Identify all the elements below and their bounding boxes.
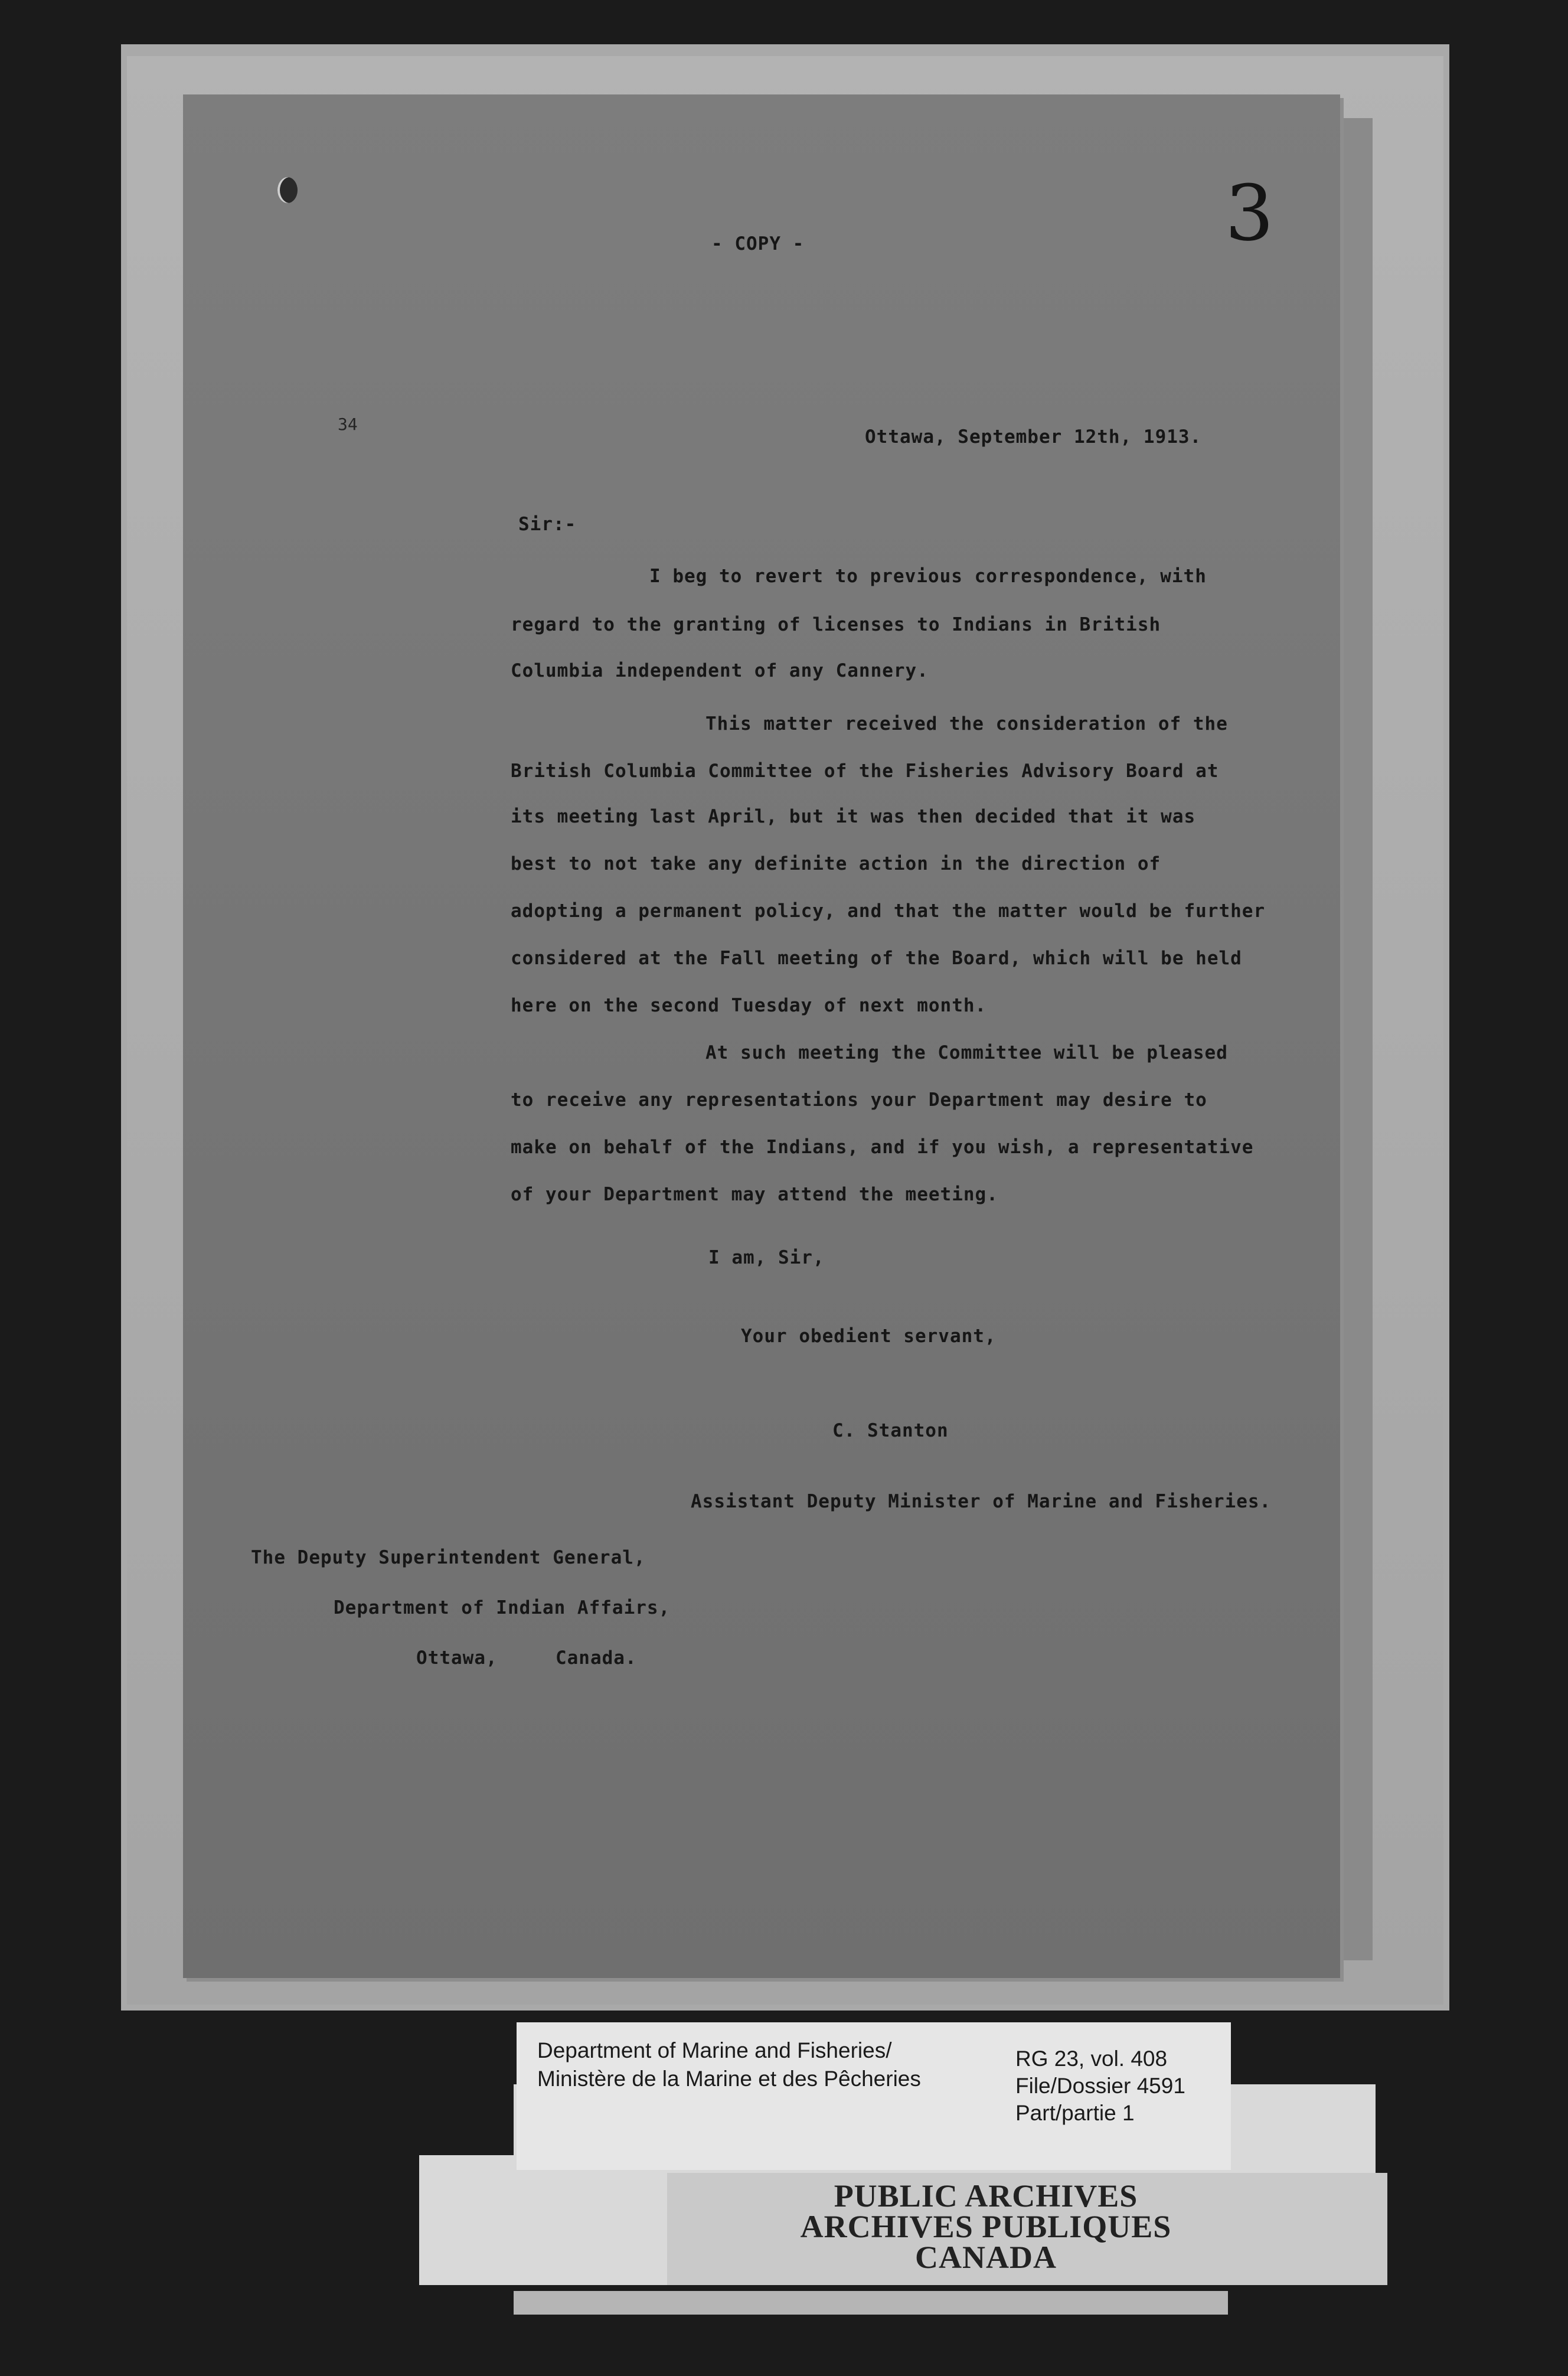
closing-line: I am, Sir, [708,1247,825,1268]
paragraph-2-line-6: considered at the Fall meeting of the Board, which will be held [511,948,1242,969]
paragraph-2-line-7: here on the second Tuesday of next month. [511,995,987,1016]
paragraph-2-line-4: best to not take any definite action in the direction of [511,853,1161,874]
paragraph-3-line-1: At such meeting the Committee will be pleased [705,1042,1228,1063]
recipient-line-2: Department of Indian Affairs, [334,1597,671,1618]
letter-date: Ottawa, September 12th, 1913. [865,426,1202,448]
archive-strip [514,2291,1228,2315]
fold-number: 34 [338,415,358,434]
signer-title: Assistant Deputy Minister of Marine and Fisheries. [691,1491,1272,1512]
paragraph-3-line-3: make on behalf of the Indians, and if you wish, a representative [511,1137,1254,1158]
stamp-line-3: CANADA [915,2240,1057,2275]
stamp-line-1: PUBLIC ARCHIVES [834,2178,1138,2214]
paragraph-3-line-4: of your Department may attend the meeting. [511,1184,998,1205]
paragraph-2-line-1: This matter received the consideration of the [705,713,1228,735]
label-department-fr: Ministère de la Marine et des Pêcheries [537,2067,921,2091]
label-reference-file: File/Dossier 4591 [1015,2074,1185,2098]
closing-servant: Your obedient servant, [741,1326,997,1347]
paragraph-1-line-3: Columbia independent of any Cannery. [511,660,929,681]
letter-page-edge [1340,118,1373,1960]
recipient-line-1: The Deputy Superintendent General, [251,1547,646,1568]
paragraph-3-line-2: to receive any representations your Department may desire to [511,1089,1207,1111]
archive-tab-notch [419,2084,514,2155]
recipient-line-3: Ottawa, Canada. [416,1647,637,1669]
paragraph-1-line-2: regard to the granting of licenses to Indians in British [511,614,1161,635]
copy-header: - COPY - [711,233,805,254]
stamp-line-2: ARCHIVES PUBLIQUES [800,2209,1172,2244]
label-department-en: Department of Marine and Fisheries/ [537,2038,892,2062]
signature: C. Stanton [832,1420,949,1441]
paragraph-2-line-3: its meeting last April, but it was then decided that it was [511,806,1196,827]
punch-hole [277,177,298,203]
label-reference-rg: RG 23, vol. 408 [1015,2047,1168,2071]
page-number: 3 [1225,168,1274,258]
label-reference-part: Part/partie 1 [1015,2101,1135,2125]
paragraph-2-line-2: British Columbia Committee of the Fisheries Advisory Board at [511,761,1219,782]
paragraph-2-line-5: adopting a permanent policy, and that the matter would be further [511,900,1266,922]
salutation: Sir:- [518,514,577,535]
paragraph-1-line-1: I beg to revert to previous correspondence, with [649,566,1207,587]
letter-page [183,94,1340,1978]
